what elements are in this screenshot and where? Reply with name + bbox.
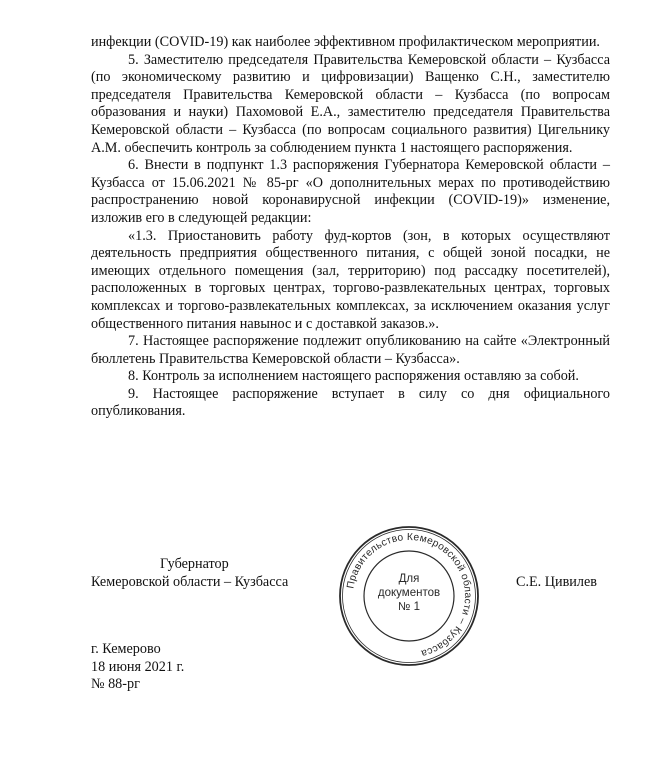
stamp-center-line1: Для [398, 573, 420, 585]
paragraph-item-9: 9. Настоящее распоряжение вступает в силу со дня официального опубликования. [91, 385, 610, 420]
document-footer [91, 641, 184, 694]
footer-number: № 88-рг [91, 676, 140, 692]
signature-title-line2: Кемеровской области – Кузбасса [91, 574, 289, 590]
stamp-center-text [369, 572, 449, 614]
signature-title-line1: Губернатор [160, 556, 229, 572]
stamp-ring-textpath: Правительство Кемеровской области – Кузбасса [345, 531, 474, 659]
stamp-center-line3: № 1 [398, 601, 420, 613]
document-body [91, 34, 610, 421]
paragraph-item-5: 5. Заместителю председателя Правительства Кемеровской области – Кузбасса (по экономическому развитию и цифровизации) Ващенко С.Н., заместителю председателя Правительства Кемеровской области – Кузбасса (по вопросам образования и науки) Пахомовой Е.А., заместителю председателя Правительства Кемеровской области – Кузбасса (по вопросам социального развития) Цигельнику А.М. обеспечить контроль за соблюдением пункта 1 настоящего распоряжения. [91, 51, 610, 156]
signature-name: С.Е. Цивилев [516, 574, 597, 590]
paragraph-item-7: 7. Настоящее распоряжение подлежит опубликованию на сайте «Электронный бюллетень Правительства Кемеровской области – Кузбасса». [91, 333, 610, 367]
footer-date: 18 июня 2021 г. [91, 658, 185, 675]
footer-city: г. Кемерово [91, 641, 161, 657]
paragraph-continuation: инфекции (COVID-19) как наиболее эффективном профилактическом мероприятии. [91, 34, 600, 50]
paragraph-item-8: 8. Контроль за исполнением настоящего распоряжения оставляю за собой. [128, 368, 579, 385]
stamp-center-line2: документов [377, 587, 441, 599]
paragraph-quoted-1-3: «1.3. Приостановить работу фуд-кортов (зон, в которых осуществляют деятельность предприятия общественного питания, с общей зоной посадки, не имеющих отдельного помещения (зал, территорию) под рассадку посетителей), расположенных в торговых центрах, торгово-развлекательных центрах, торговых комплексах и торгово-развлекательных комплексах, за исключением оказания услуг общественного питания навынос и с доставкой заказов.». [91, 227, 610, 332]
paragraph-item-6: 6. Внести в подпункт 1.3 распоряжения Губернатора Кемеровской области – Кузбасса от 15.06.2021 № 85-рг «О дополнительных мерах по противодействию распространению новой коронавирусной инфекции (COVID-19)» изменение, изложив его в следующей редакции: [91, 157, 610, 226]
official-stamp [338, 525, 480, 667]
